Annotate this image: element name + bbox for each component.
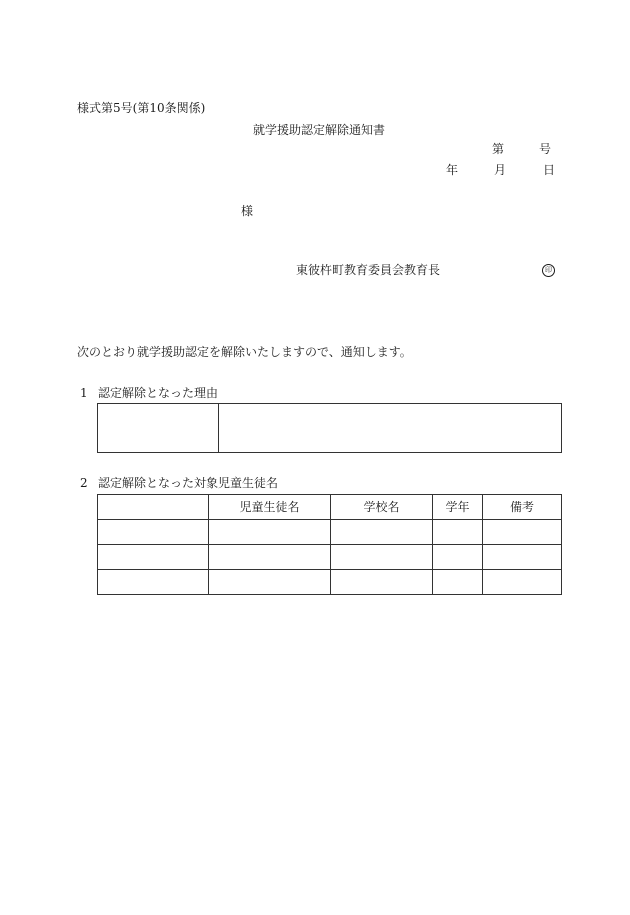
- date-day: 日: [543, 163, 556, 177]
- table-cell: [433, 570, 483, 595]
- sender-title: 東彼杵町教育委員会教育長: [296, 263, 441, 277]
- header-student-name: 児童生徒名: [209, 495, 331, 520]
- section1-heading: [80, 386, 218, 400]
- table-cell: [331, 520, 433, 545]
- table-cell: [433, 520, 483, 545]
- table-cell: [483, 520, 562, 545]
- table-row: [98, 570, 562, 595]
- table-cell: [331, 545, 433, 570]
- doc-number-prefix: 第: [492, 142, 505, 156]
- addressee-suffix: 様: [241, 204, 254, 218]
- section2-heading: [80, 476, 278, 490]
- section2-number: 2: [80, 476, 88, 490]
- reason-table: [97, 403, 562, 453]
- table-cell: [98, 520, 209, 545]
- table-cell: [483, 570, 562, 595]
- table-cell: [98, 570, 209, 595]
- form-number: 様式第5号(第10条関係): [77, 101, 206, 115]
- table-row: [98, 520, 562, 545]
- date-month: 月: [494, 163, 507, 177]
- seal-icon: 印: [542, 264, 555, 277]
- table-cell: [209, 520, 331, 545]
- table-cell: [209, 570, 331, 595]
- table-cell: [331, 570, 433, 595]
- section2-title: 認定解除となった対象児童生徒名: [98, 476, 279, 490]
- header-remarks: 備考: [483, 495, 562, 520]
- reason-label-cell: [98, 404, 219, 453]
- header-grade: 学年: [433, 495, 483, 520]
- table-row: [98, 545, 562, 570]
- table-row: [98, 404, 562, 453]
- table-cell: [98, 545, 209, 570]
- table-cell: [433, 545, 483, 570]
- table-cell: [209, 545, 331, 570]
- header-cell-blank: [98, 495, 209, 520]
- section1-number: 1: [80, 386, 88, 400]
- doc-number-suffix: 号: [539, 142, 552, 156]
- table-header-row: [98, 495, 562, 520]
- table-cell: [483, 545, 562, 570]
- header-school-name: 学校名: [331, 495, 433, 520]
- date-year: 年: [446, 163, 459, 177]
- section1-title: 認定解除となった理由: [98, 386, 219, 400]
- body-text: 次のとおり就学援助認定を解除いたしますので、通知します。: [77, 345, 412, 359]
- students-table: [97, 494, 562, 595]
- document-title: 就学援助認定解除通知書: [253, 123, 386, 137]
- reason-value-cell: [219, 404, 562, 453]
